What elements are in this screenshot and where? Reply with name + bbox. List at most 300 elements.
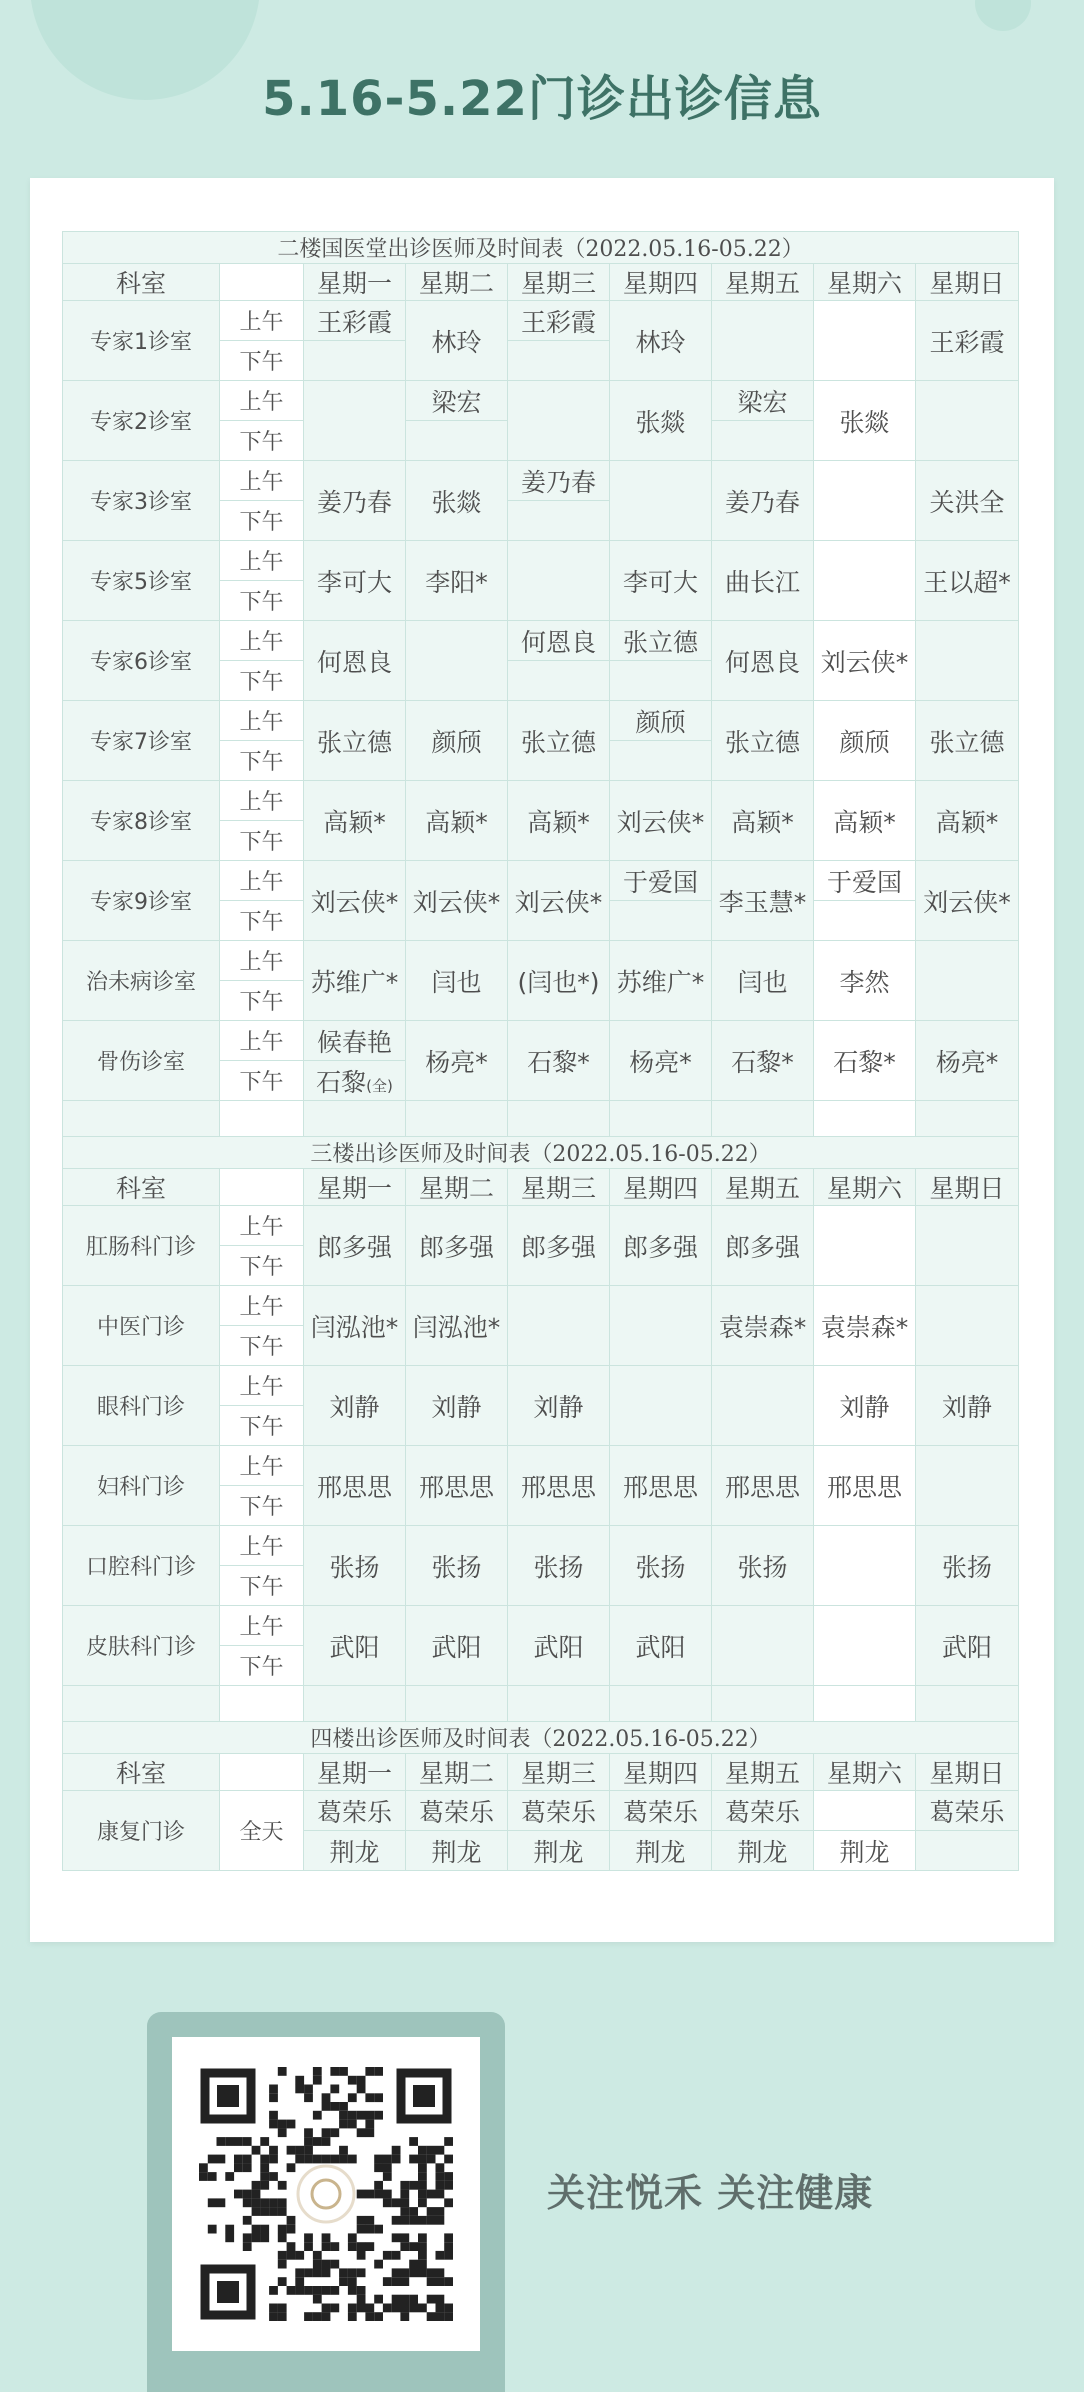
- qr-module: [365, 2190, 374, 2199]
- qr-module: [409, 2207, 418, 2216]
- doctor-cell: [916, 1206, 1019, 1286]
- qr-module: [304, 2268, 313, 2277]
- qr-module: [418, 2190, 427, 2199]
- qr-module: [418, 2260, 427, 2269]
- qr-module: [365, 2128, 374, 2137]
- doctor-cell: 高颖*: [304, 781, 406, 861]
- doctor-cell: [610, 1286, 712, 1366]
- qr-module: [348, 2277, 357, 2286]
- qr-module: [444, 2172, 453, 2181]
- qr-module: [339, 2111, 348, 2120]
- qr-module: [427, 2207, 436, 2216]
- qr-module: [330, 2304, 339, 2313]
- qr-module: [383, 2304, 392, 2313]
- qr-module: [278, 2128, 287, 2137]
- qr-module: [418, 2251, 427, 2260]
- doctor-cell: 何恩良: [508, 621, 610, 661]
- doctor-cell: 梁宏: [712, 381, 814, 421]
- spacer-cell: [814, 1686, 916, 1722]
- doctor-cell: 姜乃春: [304, 461, 406, 541]
- qr-module: [444, 2137, 453, 2146]
- time-am: 上午: [220, 781, 304, 821]
- doctor-cell: 关洪全: [916, 461, 1019, 541]
- qr-module: [269, 2312, 278, 2321]
- qr-module: [436, 2181, 445, 2190]
- qr-module: [330, 2102, 339, 2111]
- time-am: 上午: [220, 1021, 304, 1061]
- doctor-cell: 武阳: [916, 1606, 1019, 1686]
- qr-module: [322, 2093, 331, 2102]
- qr-module: [348, 2076, 357, 2085]
- qr-module: [217, 2137, 226, 2146]
- qr-module: [427, 2295, 436, 2304]
- dept-label: 眼科门诊: [63, 1366, 220, 1446]
- qr-module: [400, 2277, 409, 2286]
- header-day: 星期四: [610, 1754, 712, 1791]
- doctor-cell: 苏维广*: [304, 941, 406, 1021]
- qr-module: [409, 2242, 418, 2251]
- qr-module: [252, 2181, 261, 2190]
- qr-module: [217, 2155, 226, 2164]
- doctor-cell: 荆龙: [712, 1831, 814, 1871]
- qr-module: [304, 2137, 313, 2146]
- qr-module: [374, 2295, 383, 2304]
- qr-module: [383, 2190, 392, 2199]
- qr-module: [278, 2067, 287, 2076]
- time-pm: 下午: [220, 1646, 304, 1686]
- doctor-cell: 李可大: [610, 541, 712, 621]
- qr-module: [278, 2198, 287, 2207]
- qr-module: [409, 2260, 418, 2269]
- qr-module: [409, 2181, 418, 2190]
- qr-module: [295, 2085, 304, 2094]
- qr-module: [260, 2181, 269, 2190]
- qr-module: [304, 2242, 313, 2251]
- doctor-cell: 邢思思: [814, 1446, 916, 1526]
- header-day: 星期一: [304, 1754, 406, 1791]
- time-am: 上午: [220, 461, 304, 501]
- doctor-cell: 刘云侠*: [814, 621, 916, 701]
- qr-module: [287, 2251, 296, 2260]
- spacer-cell: [814, 1101, 916, 1137]
- qr-module: [234, 2155, 243, 2164]
- doctor-cell: 张扬: [610, 1526, 712, 1606]
- dept-label: 专家5诊室: [63, 541, 220, 621]
- doctor-cell: 高颖*: [712, 781, 814, 861]
- doctor-cell: 王彩霞: [508, 301, 610, 341]
- qr-module: [436, 2163, 445, 2172]
- qr-module: [295, 2286, 304, 2295]
- doctor-cell: 荆龙: [814, 1831, 916, 1871]
- qr-module: [400, 2233, 409, 2242]
- time-allday: 全天: [220, 1791, 304, 1871]
- header-day: 星期日: [916, 1169, 1019, 1206]
- doctor-cell: 郎多强: [304, 1206, 406, 1286]
- time-pm: 下午: [220, 421, 304, 461]
- time-pm: 下午: [220, 1061, 304, 1101]
- qr-module: [243, 2155, 252, 2164]
- qr-module: [418, 2304, 427, 2313]
- qr-module: [304, 2093, 313, 2102]
- qr-module: [278, 2207, 287, 2216]
- doctor-cell: 张立德: [304, 701, 406, 781]
- header-dept: 科室: [63, 1754, 220, 1791]
- dept-label: 中医门诊: [63, 1286, 220, 1366]
- qr-module: [444, 2251, 453, 2260]
- doctor-cell: 袁崇森*: [814, 1286, 916, 1366]
- qr-module: [269, 2146, 278, 2155]
- qr-module: [436, 2207, 445, 2216]
- qr-module: [278, 2181, 287, 2190]
- dept-label: 专家8诊室: [63, 781, 220, 861]
- qr-module: [295, 2146, 304, 2155]
- qr-module: [357, 2216, 366, 2225]
- doctor-cell: 荆龙: [610, 1831, 712, 1871]
- qr-module: [357, 2076, 366, 2085]
- doctor-cell: 张扬: [508, 1526, 610, 1606]
- qr-module: [365, 2242, 374, 2251]
- doctor-cell: 葛荣乐: [304, 1791, 406, 1831]
- qr-module: [260, 2155, 269, 2164]
- qr-module: [313, 2295, 322, 2304]
- qr-module: [199, 2172, 208, 2181]
- qr-module: [322, 2304, 331, 2313]
- qr-module: [278, 2260, 287, 2269]
- doctor-cell: 刘云侠*: [508, 861, 610, 941]
- doctor-cell: 邢思思: [508, 1446, 610, 1526]
- header-dept: 科室: [63, 264, 220, 301]
- doctor-cell: 郎多强: [508, 1206, 610, 1286]
- qr-module: [427, 2155, 436, 2164]
- qr-module: [427, 2277, 436, 2286]
- qr-module: [374, 2155, 383, 2164]
- qr-module: [409, 2155, 418, 2164]
- qr-module: [252, 2146, 261, 2155]
- spacer-cell: [712, 1686, 814, 1722]
- qr-module: [400, 2198, 409, 2207]
- qr-module: [304, 2233, 313, 2242]
- qr-module: [348, 2233, 357, 2242]
- spacer-cell: [63, 1686, 220, 1722]
- qr-module: [322, 2312, 331, 2321]
- floor3-title: 三楼出诊医师及时间表（2022.05.16-05.22）: [63, 1137, 1019, 1169]
- qr-module: [208, 2155, 217, 2164]
- header-day: 星期三: [508, 264, 610, 301]
- qr-module: [365, 2093, 374, 2102]
- dept-label: 专家7诊室: [63, 701, 220, 781]
- doctor-cell: 刘静: [814, 1366, 916, 1446]
- doctor-cell: 王以超*: [916, 541, 1019, 621]
- spacer-cell: [406, 1101, 508, 1137]
- doctor-cell: 石黎*: [508, 1021, 610, 1101]
- qr-module: [278, 2277, 287, 2286]
- qr-module: [365, 2111, 374, 2120]
- doctor-cell: 杨亮*: [916, 1021, 1019, 1101]
- qr-module: [418, 2198, 427, 2207]
- qr-module: [287, 2216, 296, 2225]
- qr-module: [392, 2216, 401, 2225]
- qr-module: [269, 2085, 278, 2094]
- qr-module: [339, 2067, 348, 2076]
- header-time: [220, 1754, 304, 1791]
- qr-module: [269, 2111, 278, 2120]
- doctor-cell: 武阳: [304, 1606, 406, 1686]
- time-am: 上午: [220, 941, 304, 981]
- qr-module: [313, 2067, 322, 2076]
- qr-module: [313, 2312, 322, 2321]
- qr-module: [374, 2225, 383, 2234]
- time-pm: 下午: [220, 1326, 304, 1366]
- spacer-cell: [304, 1686, 406, 1722]
- qr-module: [278, 2225, 287, 2234]
- doctor-cell: 颜颀: [406, 701, 508, 781]
- header-day: 星期四: [610, 264, 712, 301]
- spacer-cell: [610, 1686, 712, 1722]
- dept-label: 肛肠科门诊: [63, 1206, 220, 1286]
- qr-module: [374, 2312, 383, 2321]
- doctor-cell: 郎多强: [610, 1206, 712, 1286]
- qr-module: [330, 2242, 339, 2251]
- qr-module: [330, 2085, 339, 2094]
- qr-module: [383, 2277, 392, 2286]
- doctor-cell: 张立德: [916, 701, 1019, 781]
- qr-module: [278, 2304, 287, 2313]
- spacer-cell: [610, 1101, 712, 1137]
- qr-module: [374, 2181, 383, 2190]
- spacer-cell: [508, 1686, 610, 1722]
- qr-module: [400, 2181, 409, 2190]
- qr-module: [260, 2163, 269, 2172]
- qr-module: [304, 2128, 313, 2137]
- doctor-cell: 荆龙: [508, 1831, 610, 1871]
- dept-label: 口腔科门诊: [63, 1526, 220, 1606]
- header-day: 星期一: [304, 264, 406, 301]
- qr-module: [400, 2216, 409, 2225]
- qr-module: [339, 2155, 348, 2164]
- qr-module: [427, 2216, 436, 2225]
- header-day: 星期日: [916, 264, 1019, 301]
- qr-module: [444, 2233, 453, 2242]
- doctor-cell: [610, 461, 712, 541]
- spacer-cell: [916, 1686, 1019, 1722]
- qr-module: [243, 2198, 252, 2207]
- qr-code-icon[interactable]: [172, 2037, 480, 2351]
- qr-module: [330, 2260, 339, 2269]
- qr-module: [269, 2207, 278, 2216]
- qr-module: [252, 2190, 261, 2199]
- qr-module: [234, 2163, 243, 2172]
- doctor-cell: 石黎*: [712, 1021, 814, 1101]
- qr-module: [313, 2260, 322, 2269]
- qr-module: [252, 2233, 261, 2242]
- doctor-cell: [916, 941, 1019, 1021]
- header-day: 星期六: [814, 264, 916, 301]
- time-pm: 下午: [220, 1246, 304, 1286]
- qr-module: [234, 2137, 243, 2146]
- qr-module: [322, 2286, 331, 2295]
- header-time: [220, 1169, 304, 1206]
- doctor-cell: 于爱国: [610, 861, 712, 901]
- qr-module: [357, 2128, 366, 2137]
- time-pm: 下午: [220, 581, 304, 621]
- doctor-cell: 刘静: [916, 1366, 1019, 1446]
- qr-module: [436, 2251, 445, 2260]
- qr-module: [252, 2207, 261, 2216]
- qr-module: [418, 2155, 427, 2164]
- qr-module: [436, 2146, 445, 2155]
- qr-module: [392, 2268, 401, 2277]
- doctor-cell: [814, 461, 916, 541]
- doctor-cell: [814, 1526, 916, 1606]
- qr-module: [322, 2233, 331, 2242]
- qr-module: [322, 2155, 331, 2164]
- doctor-name: 石黎: [316, 1067, 367, 1097]
- header-day: 星期日: [916, 1754, 1019, 1791]
- qr-module: [313, 2155, 322, 2164]
- time-pm: 下午: [220, 821, 304, 861]
- time-pm: 下午: [220, 501, 304, 541]
- qr-module: [400, 2242, 409, 2251]
- doctor-cell: 武阳: [610, 1606, 712, 1686]
- header-day: 星期五: [712, 1754, 814, 1791]
- doctor-cell: 邢思思: [406, 1446, 508, 1526]
- doctor-cell: [406, 621, 508, 701]
- doctor-cell: 闫也: [406, 941, 508, 1021]
- doctor-cell: [916, 381, 1019, 461]
- qr-module: [287, 2146, 296, 2155]
- doctor-cell: [304, 341, 406, 381]
- dept-label: 专家2诊室: [63, 381, 220, 461]
- qr-module: [313, 2076, 322, 2085]
- doctor-cell: 葛荣乐: [406, 1791, 508, 1831]
- qr-module: [374, 2190, 383, 2199]
- doctor-cell: 郎多强: [712, 1206, 814, 1286]
- doctor-cell: [508, 541, 610, 621]
- doctor-cell: 葛荣乐: [916, 1791, 1019, 1831]
- doctor-cell: 张立德: [712, 701, 814, 781]
- logo-icon: [298, 2166, 354, 2222]
- doctor-cell: [916, 1446, 1019, 1526]
- dept-label: 康复门诊: [63, 1791, 220, 1871]
- qr-module: [295, 2076, 304, 2085]
- qr-module: [269, 2093, 278, 2102]
- qr-module: [365, 2225, 374, 2234]
- qr-module: [287, 2286, 296, 2295]
- doctor-cell: [712, 1366, 814, 1446]
- doctor-cell: 张扬: [712, 1526, 814, 1606]
- doctor-cell: 于爱国: [814, 861, 916, 901]
- qr-module: [357, 2268, 366, 2277]
- doctor-cell: 颜颀: [814, 701, 916, 781]
- doctor-cell: 张立德: [610, 621, 712, 661]
- qr-module: [304, 2085, 313, 2094]
- doctor-cell: 邢思思: [712, 1446, 814, 1526]
- doctor-cell: 李可大: [304, 541, 406, 621]
- qr-module: [348, 2312, 357, 2321]
- qr-module: [217, 2198, 226, 2207]
- spacer-cell: [220, 1101, 304, 1137]
- qr-module: [322, 2268, 331, 2277]
- qr-module: [365, 2304, 374, 2313]
- floor2-title: 二楼国医堂出诊医师及时间表（2022.05.16-05.22）: [63, 232, 1019, 264]
- time-am: 上午: [220, 1526, 304, 1566]
- qr-module: [357, 2190, 366, 2199]
- header-day: 星期六: [814, 1169, 916, 1206]
- floor4-title: 四楼出诊医师及时间表（2022.05.16-05.22）: [63, 1722, 1019, 1754]
- spacer-cell: [220, 1686, 304, 1722]
- time-am: 上午: [220, 1446, 304, 1486]
- qr-module: [427, 2312, 436, 2321]
- doctor-cell: 高颖*: [814, 781, 916, 861]
- doctor-cell: 张燚: [610, 381, 712, 461]
- spacer-cell: [508, 1101, 610, 1137]
- doctor-cell: 葛荣乐: [508, 1791, 610, 1831]
- time-am: 上午: [220, 541, 304, 581]
- doctor-cell: [508, 661, 610, 701]
- qr-module: [269, 2172, 278, 2181]
- qr-module: [436, 2216, 445, 2225]
- qr-module: [269, 2120, 278, 2129]
- qr-module: [330, 2128, 339, 2137]
- doctor-cell: [304, 1061, 406, 1101]
- decor-bubble-2: [975, 0, 1031, 31]
- qr-module: [444, 2198, 453, 2207]
- qr-module: [436, 2295, 445, 2304]
- page-title: 5.16-5.22门诊出诊信息: [262, 71, 822, 127]
- qr-module: [409, 2137, 418, 2146]
- qr-module: [208, 2225, 217, 2234]
- time-am: 上午: [220, 1286, 304, 1326]
- qr-module: [392, 2233, 401, 2242]
- doctor-cell: 杨亮*: [610, 1021, 712, 1101]
- doctor-cell: 张扬: [406, 1526, 508, 1606]
- time-am: 上午: [220, 621, 304, 661]
- doctor-cell: [712, 1606, 814, 1686]
- doctor-cell: 邢思思: [610, 1446, 712, 1526]
- time-am: 上午: [220, 861, 304, 901]
- qr-module: [392, 2304, 401, 2313]
- time-pm: 下午: [220, 1406, 304, 1446]
- header-day: 星期六: [814, 1754, 916, 1791]
- doctor-cell: 姜乃春: [508, 461, 610, 501]
- qr-module: [383, 2198, 392, 2207]
- doctor-cell: 王彩霞: [304, 301, 406, 341]
- qr-module: [383, 2163, 392, 2172]
- doctor-cell: 李玉慧*: [712, 861, 814, 941]
- qr-module: [374, 2111, 383, 2120]
- doctor-cell: 张燚: [814, 381, 916, 461]
- dept-label: 专家1诊室: [63, 301, 220, 381]
- qr-module: [243, 2163, 252, 2172]
- dept-label: 骨伤诊室: [63, 1021, 220, 1101]
- qr-module: [287, 2242, 296, 2251]
- qr-module: [357, 2295, 366, 2304]
- qr-module: [357, 2286, 366, 2295]
- doctor-cell: 郎多强: [406, 1206, 508, 1286]
- qr-module: [400, 2295, 409, 2304]
- qr-module: [348, 2268, 357, 2277]
- qr-module: [427, 2268, 436, 2277]
- qr-module: [444, 2242, 453, 2251]
- doctor-cell: 刘静: [304, 1366, 406, 1446]
- doctor-cell: 葛荣乐: [712, 1791, 814, 1831]
- qr-module: [357, 2111, 366, 2120]
- doctor-cell: 刘云侠*: [916, 861, 1019, 941]
- doctor-cell: 荆龙: [406, 1831, 508, 1871]
- qr-module: [260, 2225, 269, 2234]
- doctor-cell: [916, 621, 1019, 701]
- time-am: 上午: [220, 301, 304, 341]
